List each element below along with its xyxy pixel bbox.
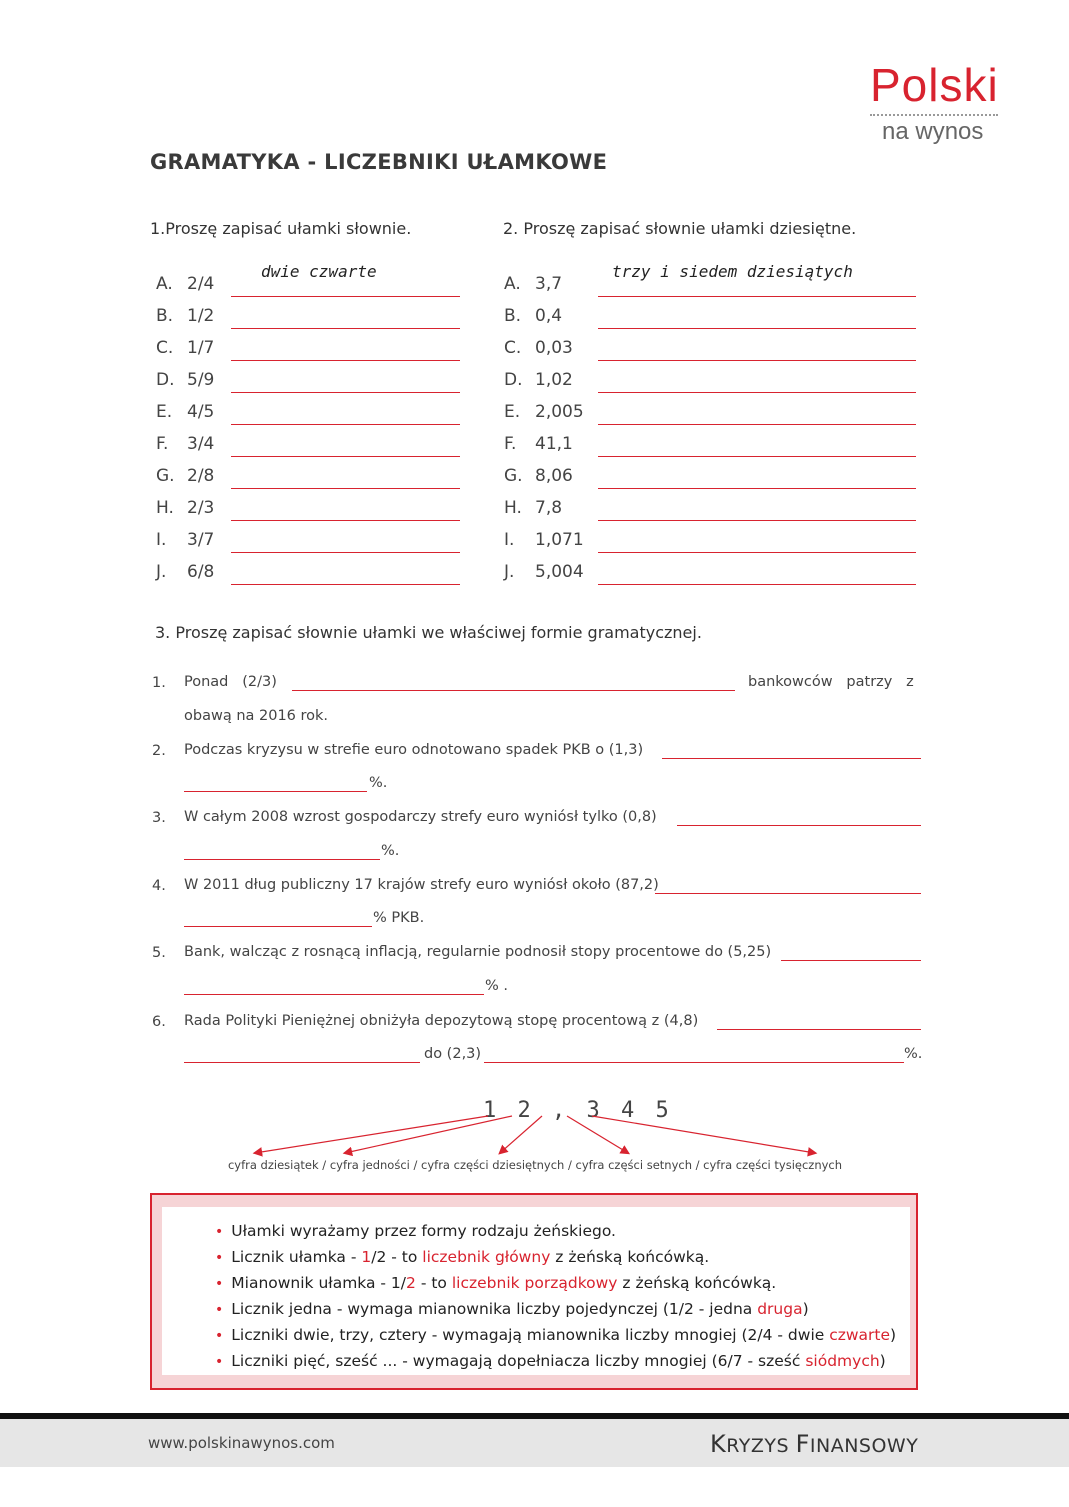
answer-line[interactable]: [231, 520, 460, 521]
row-value: 4/5: [187, 402, 215, 422]
bullet-icon: •: [215, 1224, 224, 1240]
answer-line[interactable]: [717, 1029, 921, 1030]
task3-item-text: Podczas kryzysu w strefie euro odnotowano spadek PKB o (1,3): [184, 742, 644, 758]
row-value: 2/8: [187, 466, 215, 486]
rule-text: ): [890, 1326, 897, 1344]
task3-item-text: W całym 2008 wzrost gospodarczy strefy euro wyniósł tylko (0,8): [184, 809, 657, 825]
answer-line[interactable]: [231, 328, 460, 329]
row-value: 1,071: [535, 530, 584, 550]
task3-item-text: %.: [381, 843, 400, 859]
row-value: 8,06: [535, 466, 573, 486]
task3-item-text: Bank, walcząc z rosnącą inflacją, regularnie podnosił stopy procentowe do (5,25): [184, 944, 772, 960]
row-letter: D.: [156, 370, 175, 390]
row-value: 5,004: [535, 562, 584, 582]
answer-line[interactable]: [677, 825, 921, 826]
row-value: 2,005: [535, 402, 584, 422]
row-letter: G.: [156, 466, 175, 486]
row-value: 6/8: [187, 562, 215, 582]
answer-line[interactable]: [655, 893, 921, 894]
answer-line[interactable]: [231, 584, 460, 585]
task2-row: [504, 338, 954, 368]
row-letter: A.: [156, 274, 173, 294]
answer-line[interactable]: [598, 552, 916, 553]
rule-text: Liczniki dwie, trzy, cztery - wymagają mianownika liczby mnogiej (2/4 - dwie: [231, 1326, 830, 1344]
rule-highlight: 2: [406, 1274, 416, 1292]
logo-sub-text: na wynos: [882, 118, 984, 145]
rule-item: [215, 1349, 896, 1375]
arrow-thousandths: [592, 1116, 815, 1153]
bullet-icon: •: [215, 1354, 224, 1370]
answer-line[interactable]: [184, 926, 372, 927]
task3-heading: 3. Proszę zapisać słownie ułamki we właściwej formie gramatycznej.: [155, 623, 702, 642]
row-letter: F.: [504, 434, 517, 454]
task3-item-number: 6.: [152, 1014, 166, 1030]
rule-highlight: 1: [361, 1248, 372, 1266]
answer-line[interactable]: [598, 584, 916, 585]
rule-text: /2 - to: [371, 1248, 423, 1266]
task3-item-text: % PKB.: [373, 910, 425, 926]
row-letter: B.: [156, 306, 174, 326]
row-letter: E.: [504, 402, 521, 422]
row-letter: C.: [504, 338, 522, 358]
row-letter: H.: [504, 498, 522, 518]
answer-line[interactable]: [184, 994, 484, 995]
answer-line[interactable]: [598, 328, 916, 329]
task3-item-text: %.: [904, 1046, 923, 1062]
rule-highlight: siódmych: [805, 1352, 880, 1370]
footer-url[interactable]: www.polskinawynos.com: [148, 1434, 335, 1452]
answer-line[interactable]: [184, 859, 380, 860]
rule-text: Licznik ułamka -: [231, 1248, 362, 1266]
answer-line[interactable]: [231, 552, 460, 553]
arrows-diagram: [150, 1110, 920, 1160]
row-value: 1/2: [187, 306, 215, 326]
rule-text: - to: [415, 1274, 452, 1292]
arrow-hundredths: [567, 1116, 628, 1153]
row-letter: I.: [156, 530, 167, 550]
rule-text: z żeńską końcówką.: [617, 1274, 777, 1292]
answer-line[interactable]: [231, 488, 460, 489]
task3-item-text: Rada Polityki Pieniężnej obniżyła depozytową stopę procentową z (4,8): [184, 1013, 699, 1029]
row-letter: C.: [156, 338, 174, 358]
answer-line[interactable]: [231, 296, 460, 297]
bullet-icon: •: [215, 1250, 224, 1266]
row-value: 2/4: [187, 274, 215, 294]
rule-item: [215, 1323, 896, 1349]
rule-text: ): [802, 1300, 809, 1318]
answer-line[interactable]: [781, 960, 921, 961]
answer-line[interactable]: [598, 296, 916, 297]
page-title: GRAMATYKA - LICZEBNIKI UŁAMKOWE: [150, 150, 608, 174]
task2-row: [504, 262, 954, 304]
rule-highlight: druga: [757, 1300, 803, 1318]
rule-text: ): [879, 1352, 886, 1370]
task2-row: [504, 498, 954, 528]
answer-line[interactable]: [598, 360, 916, 361]
answer-line[interactable]: [231, 360, 460, 361]
task3-item-text: Ponad (2/3): [184, 674, 277, 690]
row-letter: G.: [504, 466, 523, 486]
row-letter: J.: [504, 562, 515, 582]
row-letter: I.: [504, 530, 515, 550]
task3-item-text: do (2,3): [424, 1046, 482, 1062]
rule-text: Licznik jedna - wymaga mianownika liczby pojedynczej (1/2 - jedna: [231, 1300, 758, 1318]
task2-row: [504, 306, 954, 336]
digits-caption: cyfra dziesiątek / cyfra jedności / cyfra części dziesiętnych / cyfra części setnych / cyfra części tysięcznych: [227, 1158, 843, 1172]
answer-line[interactable]: [598, 392, 916, 393]
answer-line[interactable]: [598, 488, 916, 489]
rules-list: [215, 1219, 896, 1375]
task3-item-text: bankowców patrzy z: [748, 674, 914, 690]
task3-item-text: W 2011 dług publiczny 17 krajów strefy euro wyniósł około (87,2): [184, 877, 659, 893]
bullet-icon: •: [215, 1328, 224, 1344]
row-letter: J.: [156, 562, 167, 582]
task3-item-text: %.: [369, 775, 388, 791]
row-letter: D.: [504, 370, 523, 390]
task2-row: [504, 370, 954, 400]
task2-row: [504, 530, 954, 560]
row-value: 5/9: [187, 370, 215, 390]
row-letter: F.: [156, 434, 169, 454]
rule-item: [215, 1271, 896, 1297]
task2-heading: 2. Proszę zapisać słownie ułamki dziesiętne.: [503, 219, 857, 238]
footer-title: KRYZYS FINANSOWY: [710, 1430, 919, 1458]
task3-item-number: 1.: [152, 675, 166, 691]
rule-text: z żeńską końcówką.: [550, 1248, 710, 1266]
task3-item-number: 4.: [152, 878, 166, 894]
task2-row: [504, 434, 954, 464]
row-value: 1/7: [187, 338, 215, 358]
answer-line[interactable]: [184, 1062, 420, 1063]
magnifier-icon: [166, 1207, 200, 1241]
answer-line[interactable]: [662, 758, 921, 759]
brand-logo: [870, 59, 1005, 146]
answer-line[interactable]: [231, 456, 460, 457]
answer-line[interactable]: [598, 424, 916, 425]
rule-highlight: liczebnik porządkowy: [451, 1274, 618, 1292]
handwritten-answer: dwie czwarte: [261, 262, 377, 281]
row-value: 1,02: [535, 370, 573, 390]
answer-line[interactable]: [598, 456, 916, 457]
row-value: 3/7: [187, 530, 215, 550]
row-value: 41,1: [535, 434, 573, 454]
row-value: 7,8: [535, 498, 563, 518]
task3-item-text: obawą na 2016 rok.: [184, 708, 329, 724]
row-letter: A.: [504, 274, 521, 294]
answer-line[interactable]: [231, 424, 460, 425]
task2-row: [504, 562, 954, 592]
answer-line[interactable]: [484, 1062, 904, 1063]
rule-text: Mianownik ułamka - 1/: [231, 1274, 407, 1292]
answer-line[interactable]: [184, 791, 367, 792]
rule-item: [215, 1219, 896, 1245]
rule-highlight: czwarte: [829, 1326, 891, 1344]
arrow-tenths: [500, 1116, 542, 1153]
row-letter: E.: [156, 402, 173, 422]
handwritten-answer: trzy i siedem dziesiątych: [612, 262, 853, 281]
row-value: 0,4: [535, 306, 563, 326]
digits-example: 1 2 , 3 4 5: [483, 1098, 673, 1123]
logo-divider: [870, 114, 998, 116]
task3-item-number: 3.: [152, 810, 166, 826]
rule-highlight: liczebnik główny: [422, 1248, 551, 1266]
rule-text: Liczniki pięć, sześć ... - wymagają dopełniacza liczby mnogiej (6/7 - sześć: [231, 1352, 806, 1370]
rule-item: [215, 1297, 896, 1323]
answer-line[interactable]: [231, 392, 460, 393]
task3-item-number: 5.: [152, 945, 166, 961]
logo-main-text: Polski: [870, 59, 999, 111]
task3-item-text: % .: [485, 978, 508, 994]
bullet-icon: •: [215, 1276, 224, 1292]
row-value: 0,03: [535, 338, 573, 358]
rule-item: [215, 1245, 896, 1271]
bullet-icon: •: [215, 1302, 224, 1318]
task2-row: [504, 402, 954, 432]
row-value: 3/4: [187, 434, 215, 454]
task2-row: [504, 466, 954, 496]
row-letter: B.: [504, 306, 522, 326]
task3-item-number: 2.: [152, 743, 166, 759]
answer-line[interactable]: [292, 690, 735, 691]
row-value: 2/3: [187, 498, 215, 518]
rule-text: Ułamki wyrażamy przez formy rodzaju żeńskiego.: [231, 1222, 616, 1240]
row-value: 3,7: [535, 274, 563, 294]
task1-heading: 1.Proszę zapisać ułamki słownie.: [150, 219, 412, 238]
answer-line[interactable]: [598, 520, 916, 521]
row-letter: H.: [156, 498, 174, 518]
